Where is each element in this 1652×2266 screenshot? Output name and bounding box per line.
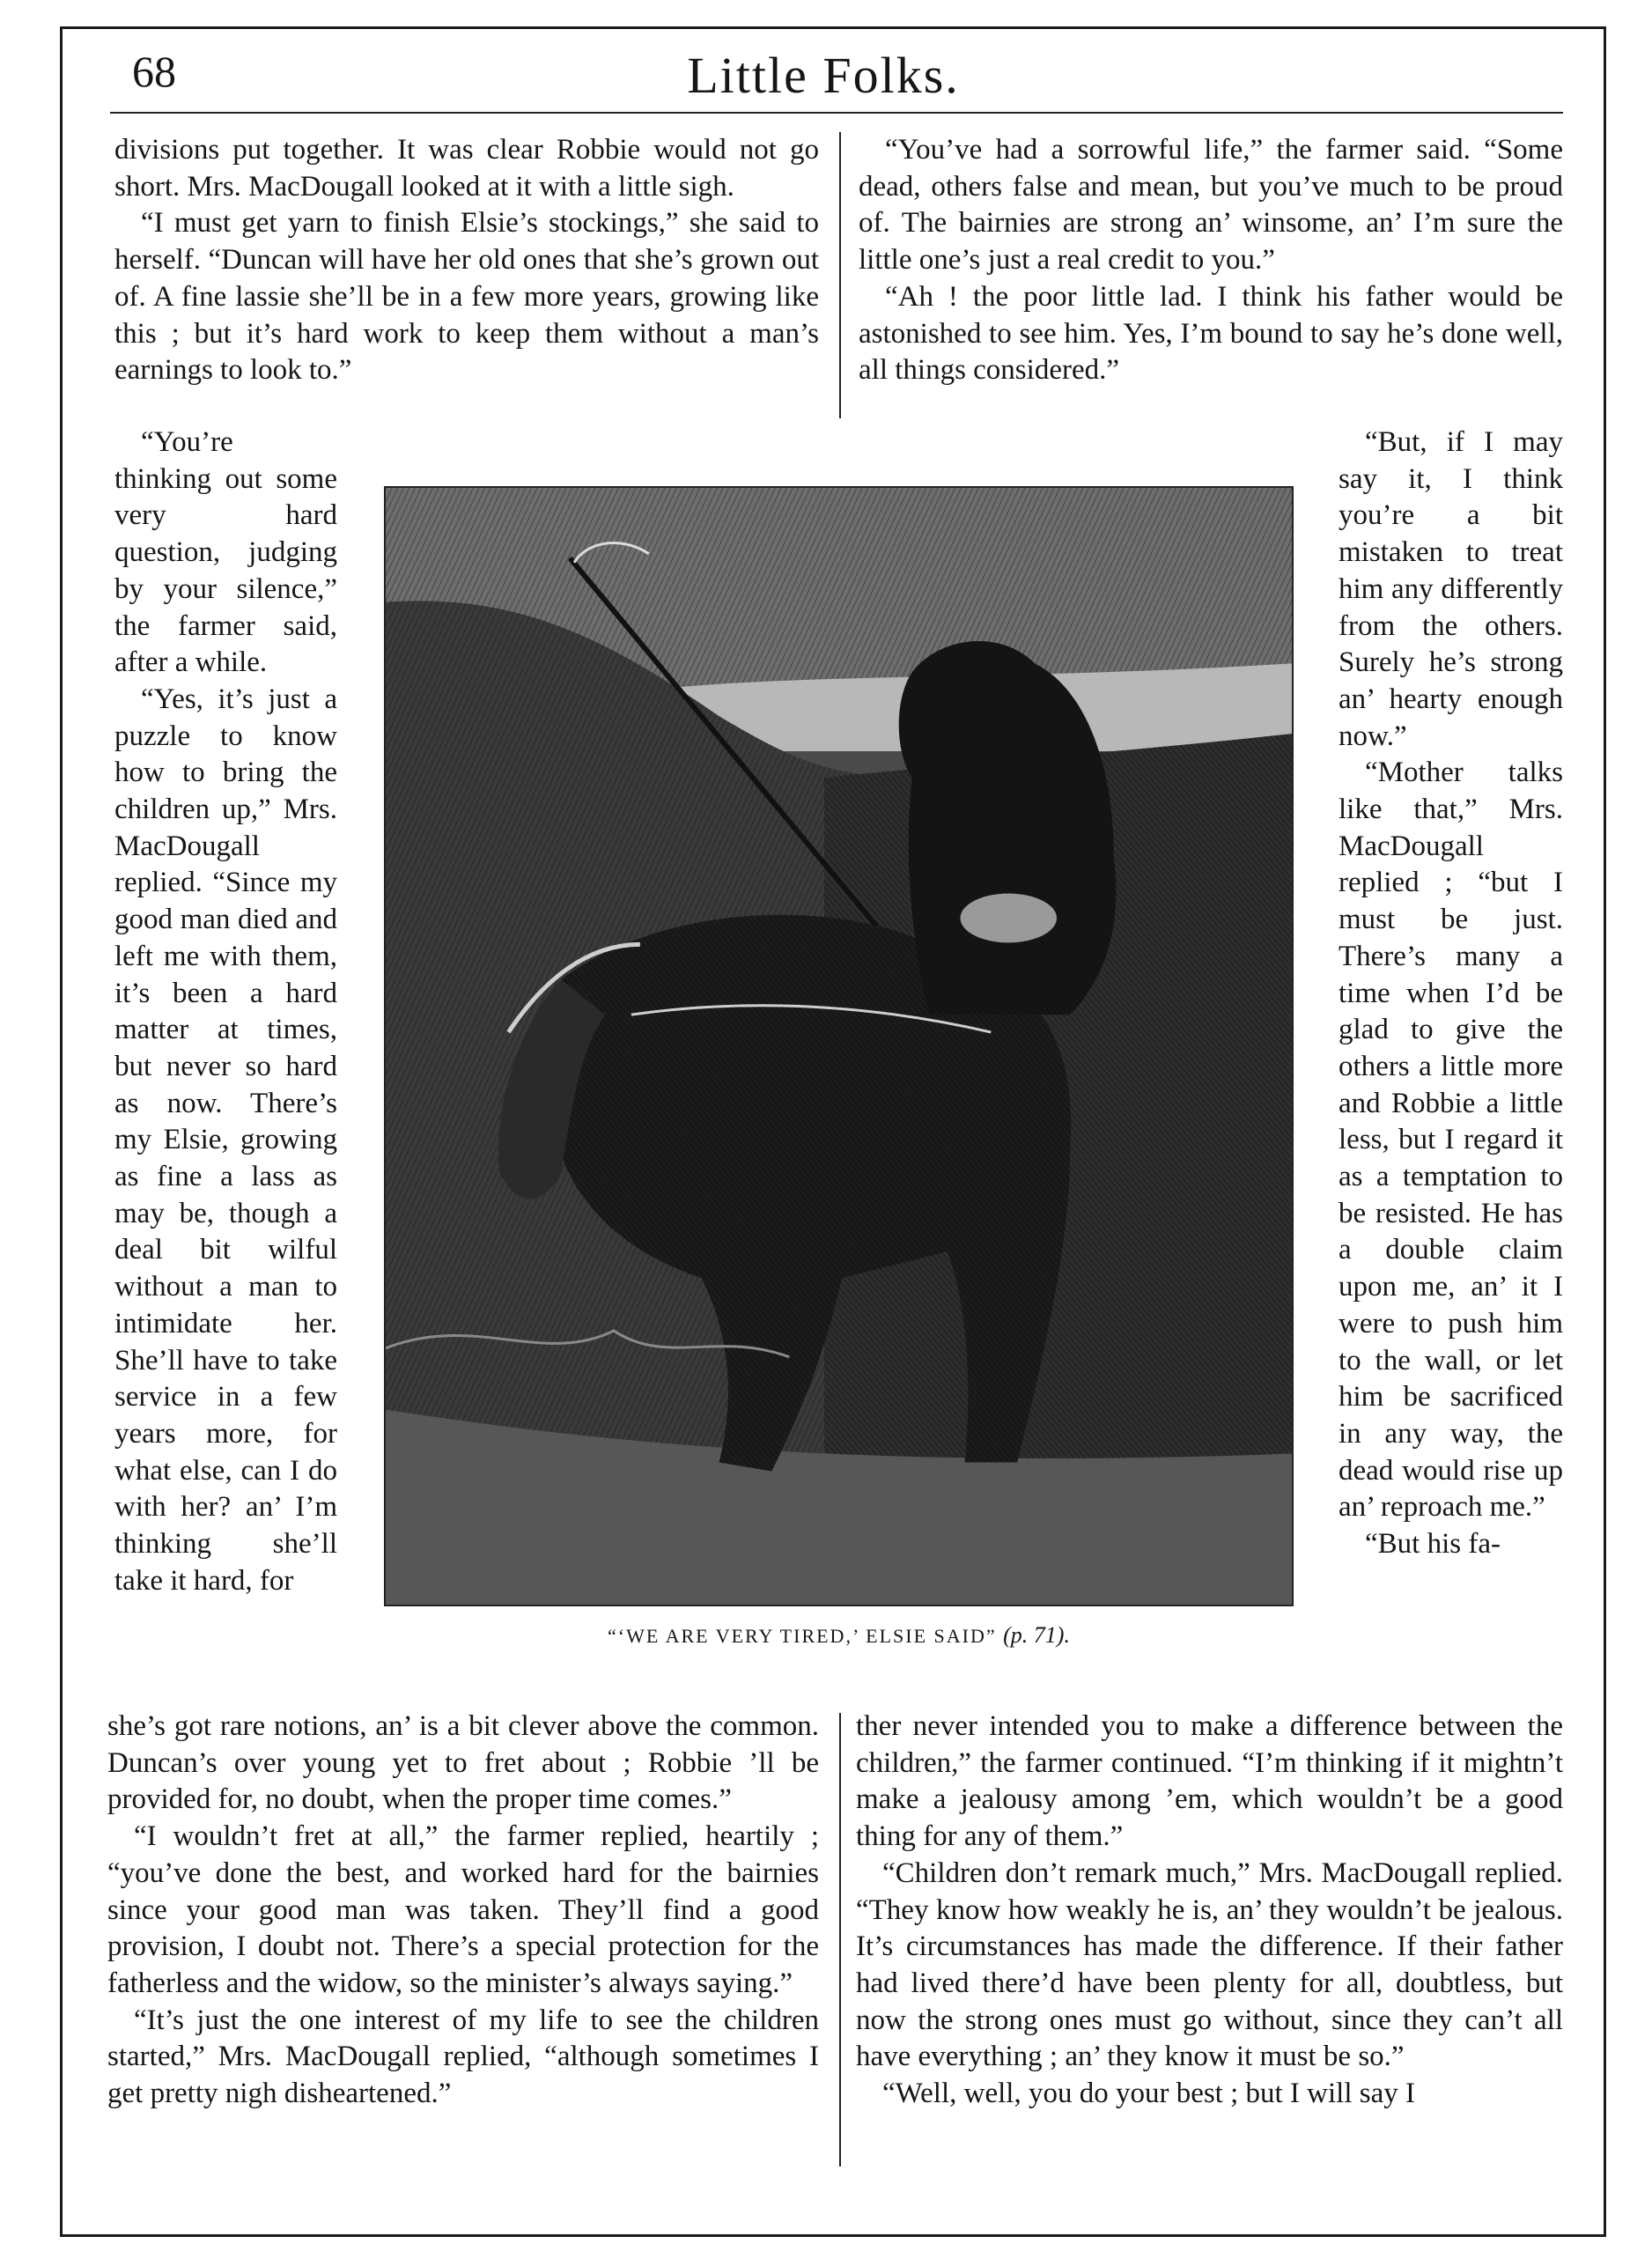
paragraph: “You’ve had a sorrowful life,” the farmer said. “Some dead, others false and mean, but you’ve much to be proud of. The bairnies are strong an’ winsome, an’ I’m sure the little one’s just a real credit to you.” (859, 134, 1563, 277)
paragraph: “It’s just the one interest of my life to see the children started,” Mrs. MacDougall replied, “although sometimes I get pretty nigh disheartened.” (107, 2004, 819, 2110)
running-title: Little Folks. (687, 47, 960, 104)
right-column-top (859, 132, 1563, 389)
caption-page-ref: (p. 71). (1003, 1622, 1070, 1648)
right-column-narrow (1339, 424, 1563, 1563)
column-divider-top (839, 132, 841, 418)
caption-quote: “‘WE ARE VERY TIRED,’ ELSIE SAID” (608, 1625, 997, 1647)
paragraph: she’s got rare notions, an’ is a bit clever above the common. Duncan’s over young yet to fret about ; Robbie ’ll be provided for, no doubt, when the proper time comes.” (107, 1710, 819, 1816)
paragraph: “But his fa- (1365, 1528, 1501, 1561)
paragraph: ther never intended you to make a difference between the children,” the farmer continued. “I’m thinking if it mightn’t make a jealousy among ’em, which wouldn’t be a good thing for any of them.” (856, 1710, 1563, 1853)
paragraph: “Children don’t remark much,” Mrs. MacDougall replied. “They know how weakly he is, an’ they wouldn’t be jealous. It’s circumstances has made the difference. If their father had lived there’d have been plenty for all, doubtless, but now the strong ones must go without, since they can’t all have everything ; an’ they know it must be so.” (856, 1856, 1563, 2073)
left-column-narrow (114, 424, 337, 1600)
engraving-illustration (384, 486, 1294, 1606)
paragraph: “But, if I may say it, I think you’re a bit mistaken to treat him any differently from the others. Surely he’s strong an’ hearty enough now.” (1339, 426, 1563, 752)
paragraph: “Well, well, you do your best ; but I will say I (882, 2078, 1415, 2110)
page-number: 68 (132, 47, 176, 96)
paragraph: “Mother talks like that,” Mrs. MacDougall replied ; “but I must be just. There’s many a time when I’d be glad to give the others a little more and Robbie a little less, but I regard it as a temptation to be resisted. He has a double claim upon me, an’ it I were to push him to the wall, or let him be sacrificed in any way, the dead would rise up an’ reproach me.” (1339, 757, 1563, 1524)
paragraph: divisions put together. It was clear Robbie would not go short. Mrs. MacDougall looked at it with a little sigh. (114, 134, 819, 203)
paragraph: “I wouldn’t fret at all,” the farmer replied, heartily ; “you’ve done the best, and worked hard for the bairnies since your good man was taken. They’ll find a good provision, I doubt not. There’s a special protection for the fatherless and the widow, so the minister’s always saying.” (107, 1820, 819, 1999)
left-column-top (114, 132, 819, 389)
paragraph: “I must get yarn to finish Elsie’s stockings,” she said to herself. “Duncan will have her old ones that she’s grown out of. A fine lassie she’ll be in a few more years, growing like this ; but it’s hard work to keep them without a man’s earnings to look to.” (114, 207, 819, 387)
column-divider-bottom (839, 1713, 841, 2166)
paragraph: “Ah ! the poor little lad. I think his father would be astonished to see him. Yes, I’m bound to say he’s done well, all things considered.” (859, 280, 1563, 387)
engraving-artwork (386, 488, 1292, 1605)
right-column-bottom (856, 1709, 1563, 2113)
paragraph: “Yes, it’s just a puzzle to know how to bring the children up,” Mrs. MacDougall replied. “Since my good man died and left me with them, it’s been a hard matter at times, but never so hard as now. There’s my Elsie, growing as fine a lass as may be, though a deal bit wilful without a man to intimidate her. She’ll have to take service in a few years more, for what else, can I do with her? an’ I’m thinking she’ll take it hard, for (114, 683, 337, 1597)
paragraph: “You’re thinking out some very hard question, judging by your silence,” the farmer said, after a while. (114, 426, 337, 679)
header-rule (110, 112, 1563, 114)
page-header (70, 35, 1576, 114)
illustration-caption (384, 1622, 1294, 1649)
left-column-bottom (107, 1709, 819, 2113)
